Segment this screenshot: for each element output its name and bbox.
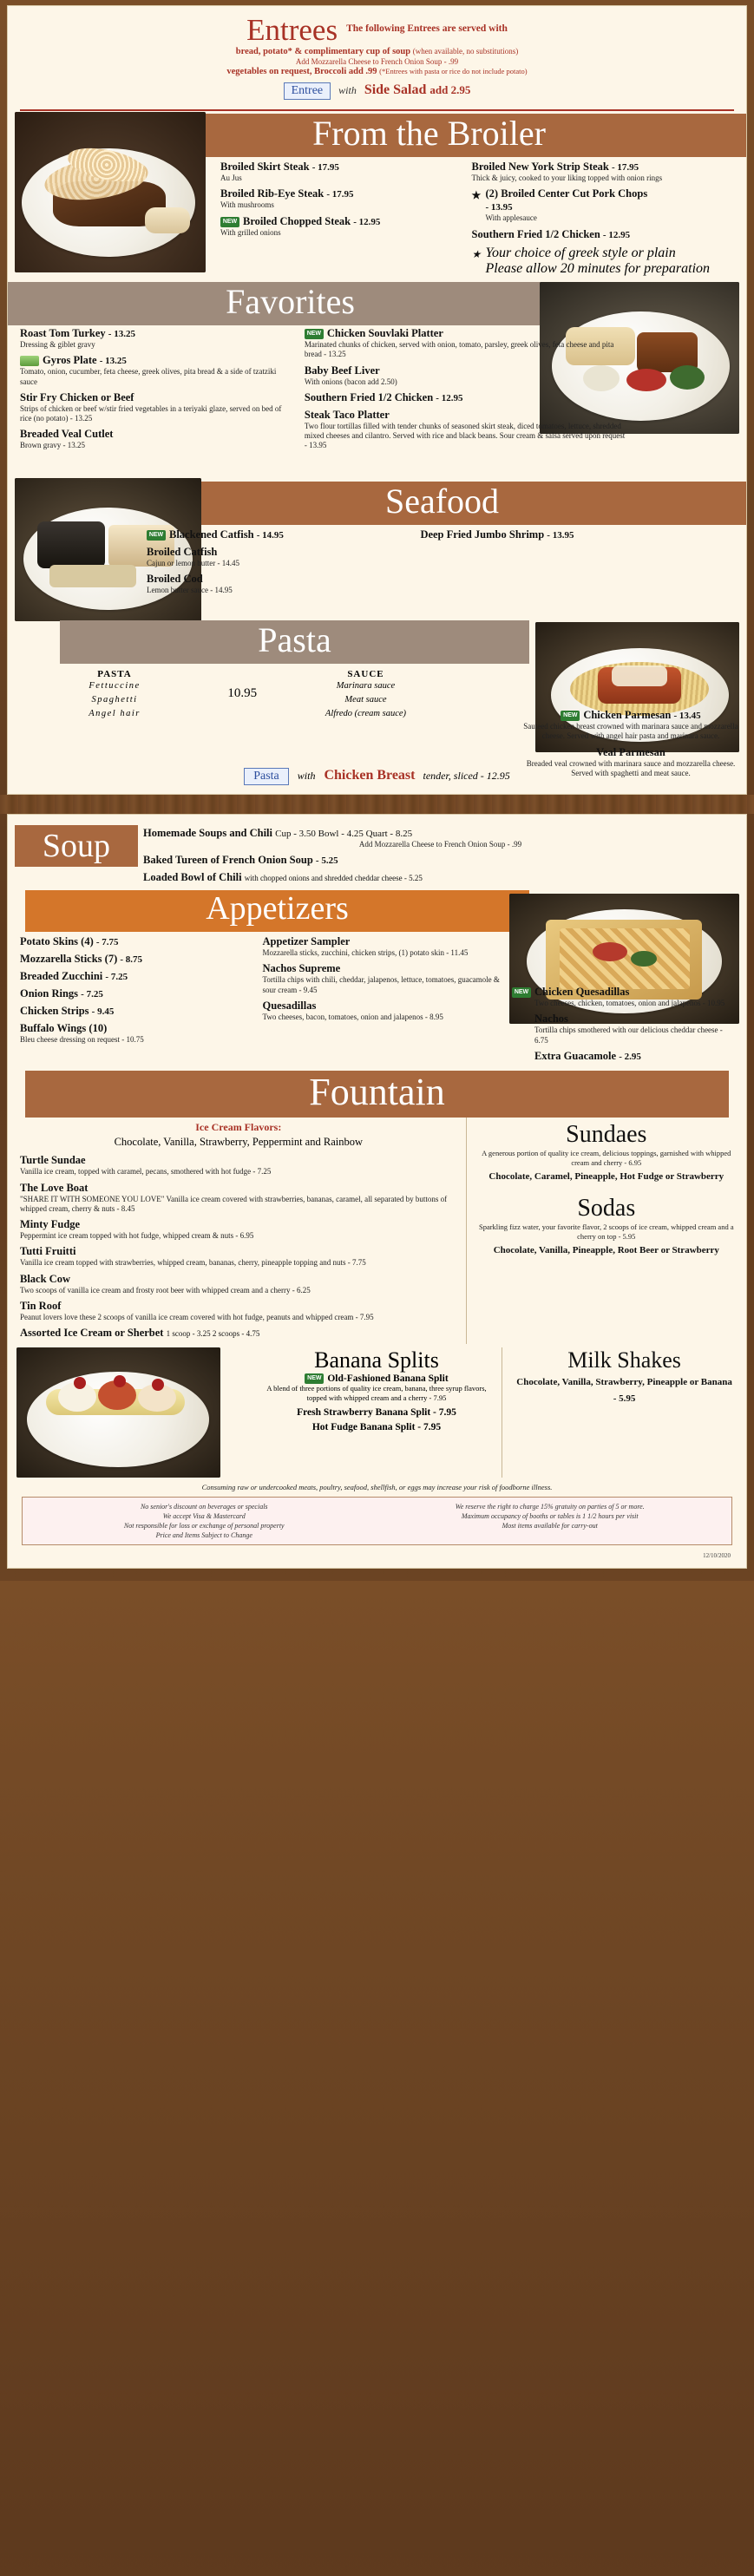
dish-item: ★ (2) Broiled Center Cut Pork Chops - 13.95 With applesauce [471, 187, 648, 223]
seafood-banner: Seafood [138, 482, 746, 525]
broiler-footnote-2: Please allow 20 minutes for preparation [485, 260, 711, 276]
wood-divider [0, 795, 754, 814]
star-icon-footnote: ★ [471, 247, 482, 260]
new-icon: NEW [305, 1373, 324, 1384]
pasta-option: Spaghetti [91, 694, 138, 705]
dish-item: Nachos Supreme Tortilla chips with chili, cheddar, jalapenos, lettuce, tomatoes, guacamole & sour cream - 9.45 [262, 962, 500, 994]
soup-banner: Soup [15, 825, 138, 867]
sodas-desc: Sparkling fizz water, your favorite flavor, 2 scoops of ice cream, whipped cream and a cherry on top - 5.95 [478, 1222, 734, 1242]
milk-shakes-price: - 5.95 [613, 1393, 636, 1405]
dish-item: Baked Tureen of French Onion Soup - 5.25 [143, 854, 338, 867]
milk-shakes-title: Milk Shakes [567, 1347, 681, 1373]
entrees-subtitle-2-note: (when available, no substitutions) [412, 47, 519, 56]
section-from-the-broiler [8, 114, 746, 279]
dish-item: Fresh Strawberry Banana Split - 7.95 [297, 1406, 456, 1418]
revision-date: 12/10/2020 [703, 1552, 731, 1560]
dish-item: Assorted Ice Cream or Sherbet 1 scoop - 3.25 2 scoops - 4.75 [20, 1327, 260, 1340]
menu-page [0, 5, 754, 1581]
dish-item: Onion Rings - 7.25 [20, 987, 103, 1000]
dish-item: Buffalo Wings (10) Bleu cheese dressing on request - 10.75 [20, 1022, 144, 1045]
ice-cream-flavors-title: Ice Cream Flavors: [195, 1121, 282, 1134]
dish-item: NEW Broiled Chopped Steak - 12.95 With grilled onions [220, 214, 381, 237]
dish-item: Steak Taco Platter Two flour tortillas filled with tender chunks of seasoned skirt steak, diced tomatoes, lettuce, shredded mixed cheeses and cilantro. Served with rice and black beans. Sour cream & salsa served upon request - 13.95 [304, 408, 626, 450]
section-pasta [8, 620, 746, 790]
pasta-box-label: Pasta [244, 768, 289, 785]
dish-item: Loaded Bowl of Chili with chopped onions and shredded cheddar cheese - 5.25 [143, 871, 423, 884]
dish-item: Turtle Sundae Vanilla ice cream, topped with caramel, pecans, smothered with hot fudge - 7.25 [20, 1154, 272, 1177]
broiler-photo [15, 112, 206, 272]
section-soup [8, 822, 746, 888]
policy-left-2: We accept Visa & Mastercard [162, 1512, 246, 1521]
new-icon: NEW [147, 530, 166, 541]
dish-item: Veal Parmesan Breaded veal crowned with marinara sauce and mozzarella cheese. Served with spaghetti and meat sauce. [526, 745, 736, 777]
entrees-subtitle-4-note: (*Entrees with pasta or rice do not include potato) [379, 67, 528, 75]
policy-right-3: Most items available for carry-out [502, 1522, 598, 1531]
dish-item: Broiled Skirt Steak - 17.95 Au Jus [220, 161, 339, 182]
pasta-price: 10.95 [227, 686, 258, 700]
dish-item: NEW Blackened Catfish - 14.95 [147, 528, 403, 541]
entrees-subtitle-2: bread, potato* & complimentary cup of soup [235, 47, 411, 56]
foodborne-illness-warning: Consuming raw or undercooked meats, poultry, seafood, shellfish, or eggs may increase your risk of foodborne illness. [201, 1483, 553, 1492]
policy-right-2: Maximum occupancy of booths or tables is 1 1/2 hours per visit [461, 1512, 639, 1521]
dish-item: NEW Old-Fashioned Banana Split A blend of three portions of quality ice cream, banana, three syrup flavors, topped with whipped cream and a cherry - 7.95 [266, 1373, 487, 1403]
dish-item: Appetizer Sampler Mozzarella sticks, zucchini, chicken strips, (1) potato skin - 11.45 [262, 935, 469, 958]
fountain-banner: Fountain [25, 1071, 729, 1118]
dish-item: Homemade Soups and Chili Cup - 3.50 Bowl - 4.25 Quart - 8.25 Add Mozzarella Cheese to French Onion Soup - .99 [143, 827, 522, 849]
entrees-subtitle-1: The following Entrees are served with [346, 23, 508, 34]
new-icon: NEW [305, 329, 324, 339]
side-salad-price: add 2.95 [429, 83, 471, 96]
policy-right-1: We reserve the right to charge 15% gratuity on parties of 5 or more. [455, 1503, 645, 1511]
dish-item: Deep Fried Jumbo Shrimp - 13.95 [420, 528, 574, 541]
dish-item: Breaded Zucchini - 7.25 [20, 970, 128, 983]
banana-split-photo [16, 1347, 220, 1478]
star-icon: ★ [471, 189, 482, 202]
dish-item: Roast Tom Turkey - 13.25 Dressing & giblet gravy [20, 327, 135, 349]
sodas-title: Sodas [577, 1195, 636, 1222]
banana-splits-title: Banana Splits [314, 1347, 439, 1373]
sauce-option: Meat sauce [344, 694, 387, 705]
dish-item: NEW Chicken Parmesan - 13.45 Sauteed chicken breast crowned with marinara sauce and mozzarella cheese. Served with angel hair pasta and marinara sauce. [523, 709, 738, 741]
pasta-banner: Pasta [60, 620, 529, 664]
sodas-flavors: Chocolate, Vanilla, Pineapple, Root Beer or Strawberry [493, 1245, 719, 1256]
dish-item: Mozzarella Sticks (7) - 8.75 [20, 953, 143, 966]
dish-item: Gyros Plate - 13.25 Tomato, onion, cucumber, feta cheese, greek olives, pita bread & a side of tzatziki sauce [20, 354, 277, 386]
dish-item: Southern Fried 1/2 Chicken - 12.95 [304, 390, 463, 403]
section-seafood [8, 482, 746, 620]
dish-item: Nachos Tortilla chips smothered with our delicious cheddar cheese - 6.75 [534, 1013, 723, 1045]
sundaes-desc: A generous portion of quality ice cream, delicious toppings, garnished with whipped cream and cherry - 6.95 [482, 1149, 731, 1168]
milk-shakes-flavors: Chocolate, Vanilla, Strawberry, Pineapple or Banana [516, 1377, 732, 1388]
entrees-title: Entrees [246, 13, 338, 47]
ice-cream-flavors-list: Chocolate, Vanilla, Strawberry, Peppermint and Rainbow [114, 1136, 363, 1149]
sundaes-title: Sundaes [566, 1121, 647, 1149]
pasta-option: Fettuccine [89, 681, 141, 691]
divider-rule [20, 109, 734, 111]
dish-item: Broiled Rib-Eye Steak - 17.95 With mushrooms [220, 187, 354, 210]
sauce-option: Marinara sauce [336, 681, 396, 691]
wood-bottom-edge [0, 1569, 754, 1581]
dish-item: Quesadillas Two cheeses, bacon, tomatoes, onion and jalapenos - 8.95 [262, 999, 443, 1021]
policy-left-1: No senior's discount on beverages or specials [140, 1503, 268, 1511]
dish-item: Breaded Veal Cutlet Brown gravy - 13.25 [20, 428, 114, 450]
dish-item: Extra Guacamole - 2.95 [534, 1049, 641, 1062]
appetizers-banner: Appetizers [25, 890, 529, 932]
dish-item: Tutti Fruitti Vanilla ice cream topped with strawberries, whipped cream, bananas, cherry, pineapple topping and nuts - 7.75 [20, 1245, 366, 1268]
dish-item: Hot Fudge Banana Split - 7.95 [311, 1421, 442, 1432]
pasta-option: Angel hair [89, 708, 141, 718]
entree-with-word: with [338, 84, 357, 96]
entrees-subtitle-3: Add Mozzarella Cheese to French Onion Soup - .99 [295, 57, 459, 66]
dish-item: Stir Fry Chicken or Beef Strips of chicken or beef w/stir fried vegetables in a teriyaki glaze, served on bed of rice (no potato) - 13.25 [20, 390, 282, 423]
dish-item: Chicken Strips - 9.45 [20, 1005, 115, 1018]
favorites-banner: Favorites [8, 282, 573, 325]
footer [8, 1478, 746, 1564]
dish-item: Broiled Cod Lemon butter sauce - 14.95 [147, 573, 233, 595]
entrees-header [8, 10, 746, 107]
new-icon: NEW [561, 711, 580, 721]
pasta-col-header: PASTA [97, 669, 132, 679]
dish-item: Baby Beef Liver With onions (bacon add 2.50) [304, 364, 397, 386]
new-icon: NEW [512, 987, 531, 998]
section-fountain [8, 1071, 746, 1478]
entree-side-salad-callout [275, 81, 480, 102]
broiler-footnote-1: Your choice of greek style or plain [485, 245, 676, 260]
dish-item: The Love Boat "SHARE IT WITH SOMEONE YOU LOVE" Vanilla ice cream covered with strawberries, bananas, caramel, all separated by buttons of whipped cream, cherry & nuts - 8.45 [20, 1181, 448, 1213]
dish-item: Black Cow Two scoops of vanilla ice cream and frosty root beer with whipped cream and a cherry - 6.25 [20, 1272, 311, 1295]
side-salad-label: Side Salad [364, 82, 427, 97]
dish-item: Broiled New York Strip Steak - 17.95 Thick & juicy, cooked to your liking topped with onion rings [471, 161, 663, 182]
section-favorites [8, 282, 746, 482]
policy-left-3: Not responsible for loss or exchange of personal property [123, 1522, 285, 1531]
policy-left-4: Price and Items Subject to Change [155, 1531, 252, 1540]
pasta-chicken-breast-callout: Pasta with Chicken Breast tender, sliced - 12.95 [8, 766, 746, 790]
dish-item: Minty Fudge Peppermint ice cream topped with hot fudge, whipped cream & nuts - 6.95 [20, 1218, 254, 1241]
dish-item: Tin Roof Peanut lovers love these 2 scoops of vanilla ice cream covered with hot fudge, peanuts and whipped cream - 7.95 [20, 1299, 374, 1321]
soup-appetizers-fountain-panel [7, 814, 747, 1569]
dish-item: Potato Skins (4) - 7.75 [20, 935, 119, 948]
broiler-banner: From the Broiler [112, 114, 746, 157]
dish-item: NEW Chicken Quesadillas Two cheeses, chicken, tomatoes, onion and jalapenos - 10.95 [512, 986, 738, 1008]
sauce-col-header: SAUCE [347, 669, 384, 679]
footer-policy-box [22, 1497, 732, 1545]
dish-item: Southern Fried 1/2 Chicken - 12.95 [471, 227, 631, 240]
entree-box-label: Entree [284, 82, 331, 100]
sundaes-flavors: Chocolate, Caramel, Pineapple, Hot Fudge or Strawberry [488, 1171, 724, 1183]
entrees-subtitle-4: vegetables on request, Broccoli add .99 [226, 67, 377, 76]
sauce-option: Alfredo (cream sauce) [325, 708, 407, 718]
entrees-panel [7, 5, 747, 795]
dish-item: Broiled Catfish Cajun or lemon butter - 14.45 [147, 546, 239, 567]
section-appetizers [8, 890, 746, 1071]
new-icon: NEW [220, 217, 239, 227]
vegetarian-icon [20, 356, 39, 366]
dish-item: NEW Chicken Souvlaki Platter Marinated chunks of chicken, served with onion, tomato, parsley, greek olives, feta cheese and pita bread - 13.25 [304, 327, 614, 359]
